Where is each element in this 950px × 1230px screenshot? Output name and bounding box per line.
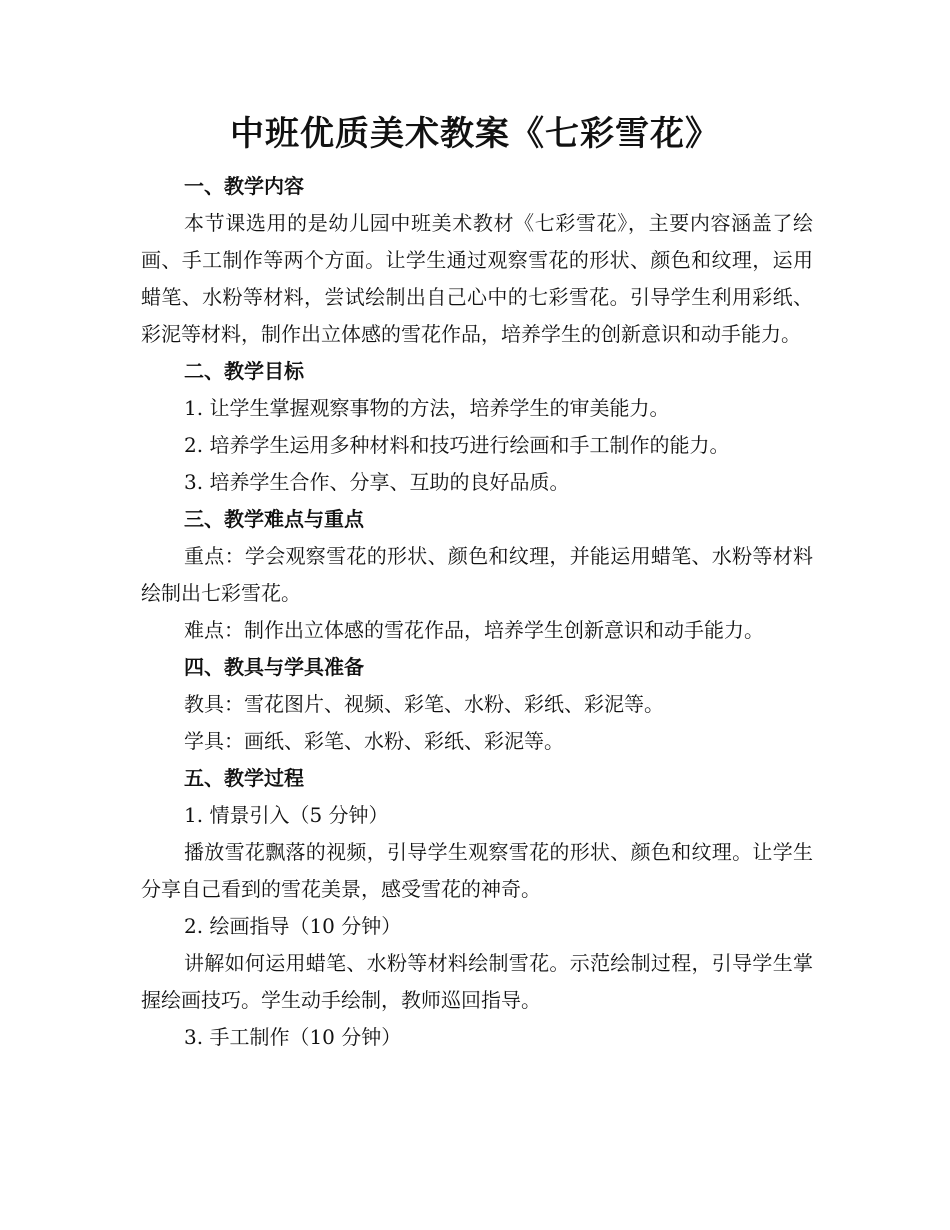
section-heading-materials: 四、教具与学具准备: [184, 655, 364, 679]
teacher-materials-paragraph: 教具：雪花图片、视频、彩笔、水粉、彩纸、彩泥等。: [184, 692, 664, 716]
section-heading-teaching-content: 一、教学内容: [184, 174, 304, 198]
process-step-2-text: 讲解如何运用蜡笔、水粉等材料绘制雪花。示范绘制过程，引导学生掌握绘画技巧。学生动手绘制，教师巡回指导。: [141, 951, 813, 1012]
process-step-1-text: 播放雪花飘落的视频，引导学生观察雪花的形状、颜色和纹理。让学生分享自己看到的雪花美景，感受雪花的神奇。: [141, 840, 813, 901]
section-heading-key-points: 三、教学难点与重点: [184, 507, 364, 531]
goal-item-1: 1. 让学生掌握观察事物的方法，培养学生的审美能力。: [184, 396, 670, 420]
goal-item-2: 2. 培养学生运用多种材料和技巧进行绘画和手工制作的能力。: [184, 433, 730, 457]
section-heading-teaching-process: 五、教学过程: [184, 766, 304, 790]
goal-item-3: 3. 培养学生合作、分享、互助的良好品质。: [184, 470, 570, 494]
teaching-content-paragraph: 本节课选用的是幼儿园中班美术教材《七彩雪花》，主要内容涵盖了绘画、手工制作等两个方面。让学生通过观察雪花的形状、颜色和纹理，运用蜡笔、水粉等材料，尝试绘制出自己心中的七彩雪花。引导学生利用彩纸、彩泥等材料，制作出立体感的雪花作品，培养学生的创新意识和动手能力。: [141, 211, 813, 346]
document-body: [141, 168, 813, 1056]
student-materials-paragraph: 学具：画纸、彩笔、水粉、彩纸、彩泥等。: [184, 729, 564, 753]
key-point-paragraph: 重点：学会观察雪花的形状、颜色和纹理，并能运用蜡笔、水粉等材料绘制出七彩雪花。: [141, 544, 813, 605]
process-step-3: 3. 手工制作（10 分钟）: [184, 1025, 402, 1049]
difficulty-paragraph: 难点：制作出立体感的雪花作品，培养学生创新意识和动手能力。: [184, 618, 764, 642]
document-title: 中班优质美术教案《七彩雪花》: [230, 114, 720, 154]
section-heading-teaching-goals: 二、教学目标: [184, 359, 304, 383]
process-step-1: 1. 情景引入（5 分钟）: [184, 803, 389, 827]
process-step-2: 2. 绘画指导（10 分钟）: [184, 914, 402, 938]
